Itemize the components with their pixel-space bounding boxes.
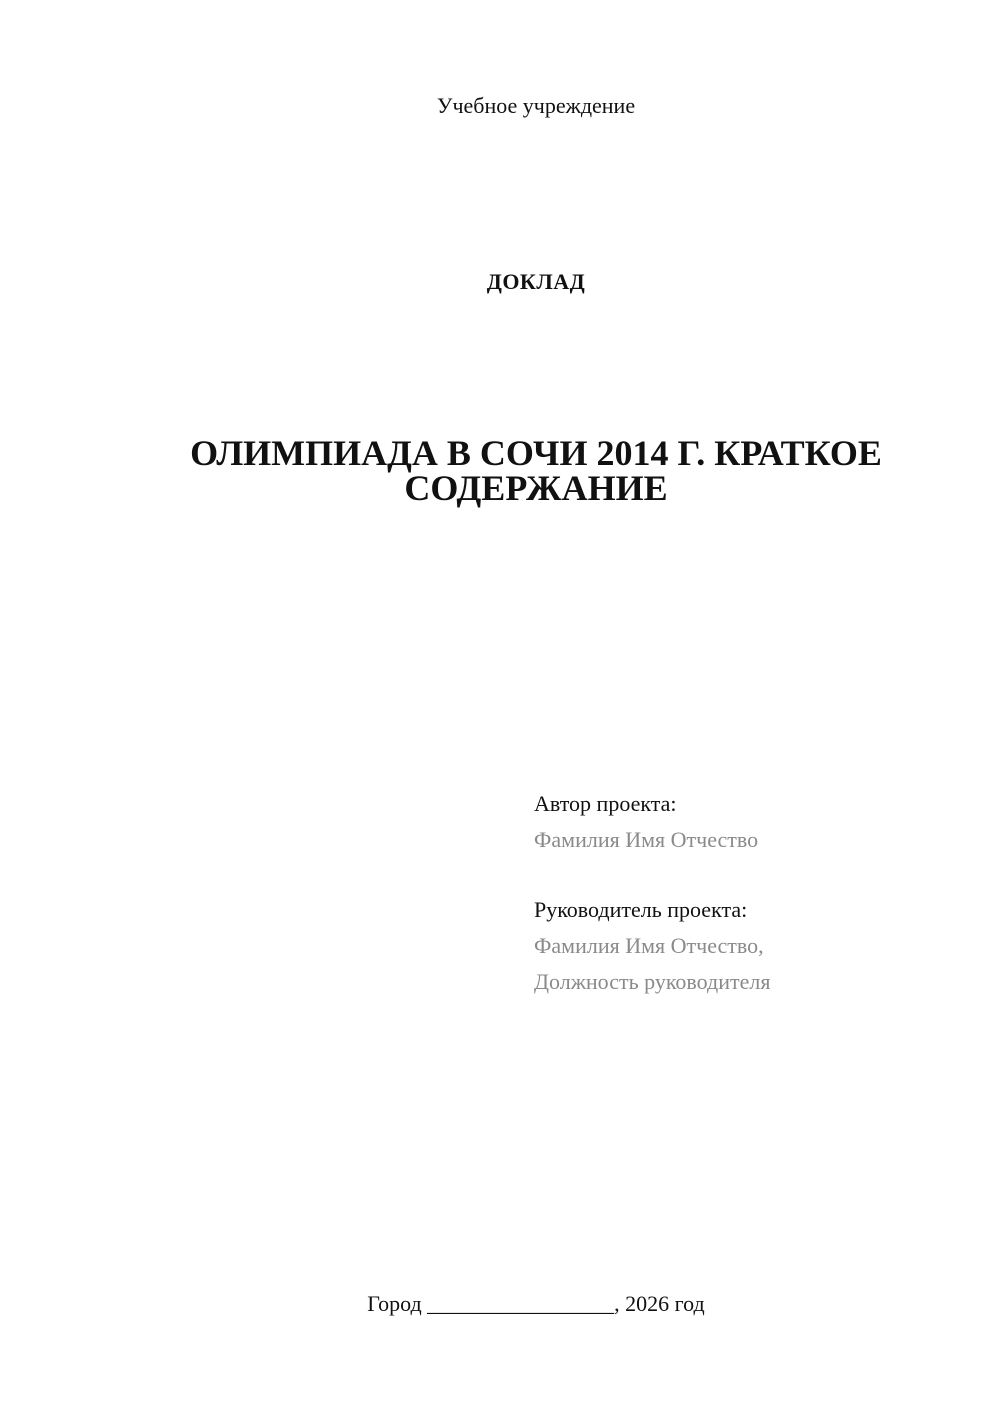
author-label: Автор проекта: (534, 791, 677, 816)
author-name: Фамилия Имя Отчество (534, 827, 759, 852)
supervisor-position: Должность руководителя (534, 969, 771, 994)
institution-name: Учебное учреждение (436, 93, 636, 118)
document-type: ДОКЛАД (486, 269, 586, 294)
city-year-line: Город _________________, 2026 год (367, 1291, 705, 1316)
supervisor-name: Фамилия Имя Отчество, (534, 933, 764, 958)
document-title: ОЛИМПИАДА В СОЧИ 2014 Г. КРАТКОЕ СОДЕРЖАНИЕ (190, 433, 882, 508)
supervisor-label: Руководитель проекта: (534, 897, 748, 922)
credits-block (534, 786, 974, 1000)
credits-spacer (534, 858, 974, 892)
